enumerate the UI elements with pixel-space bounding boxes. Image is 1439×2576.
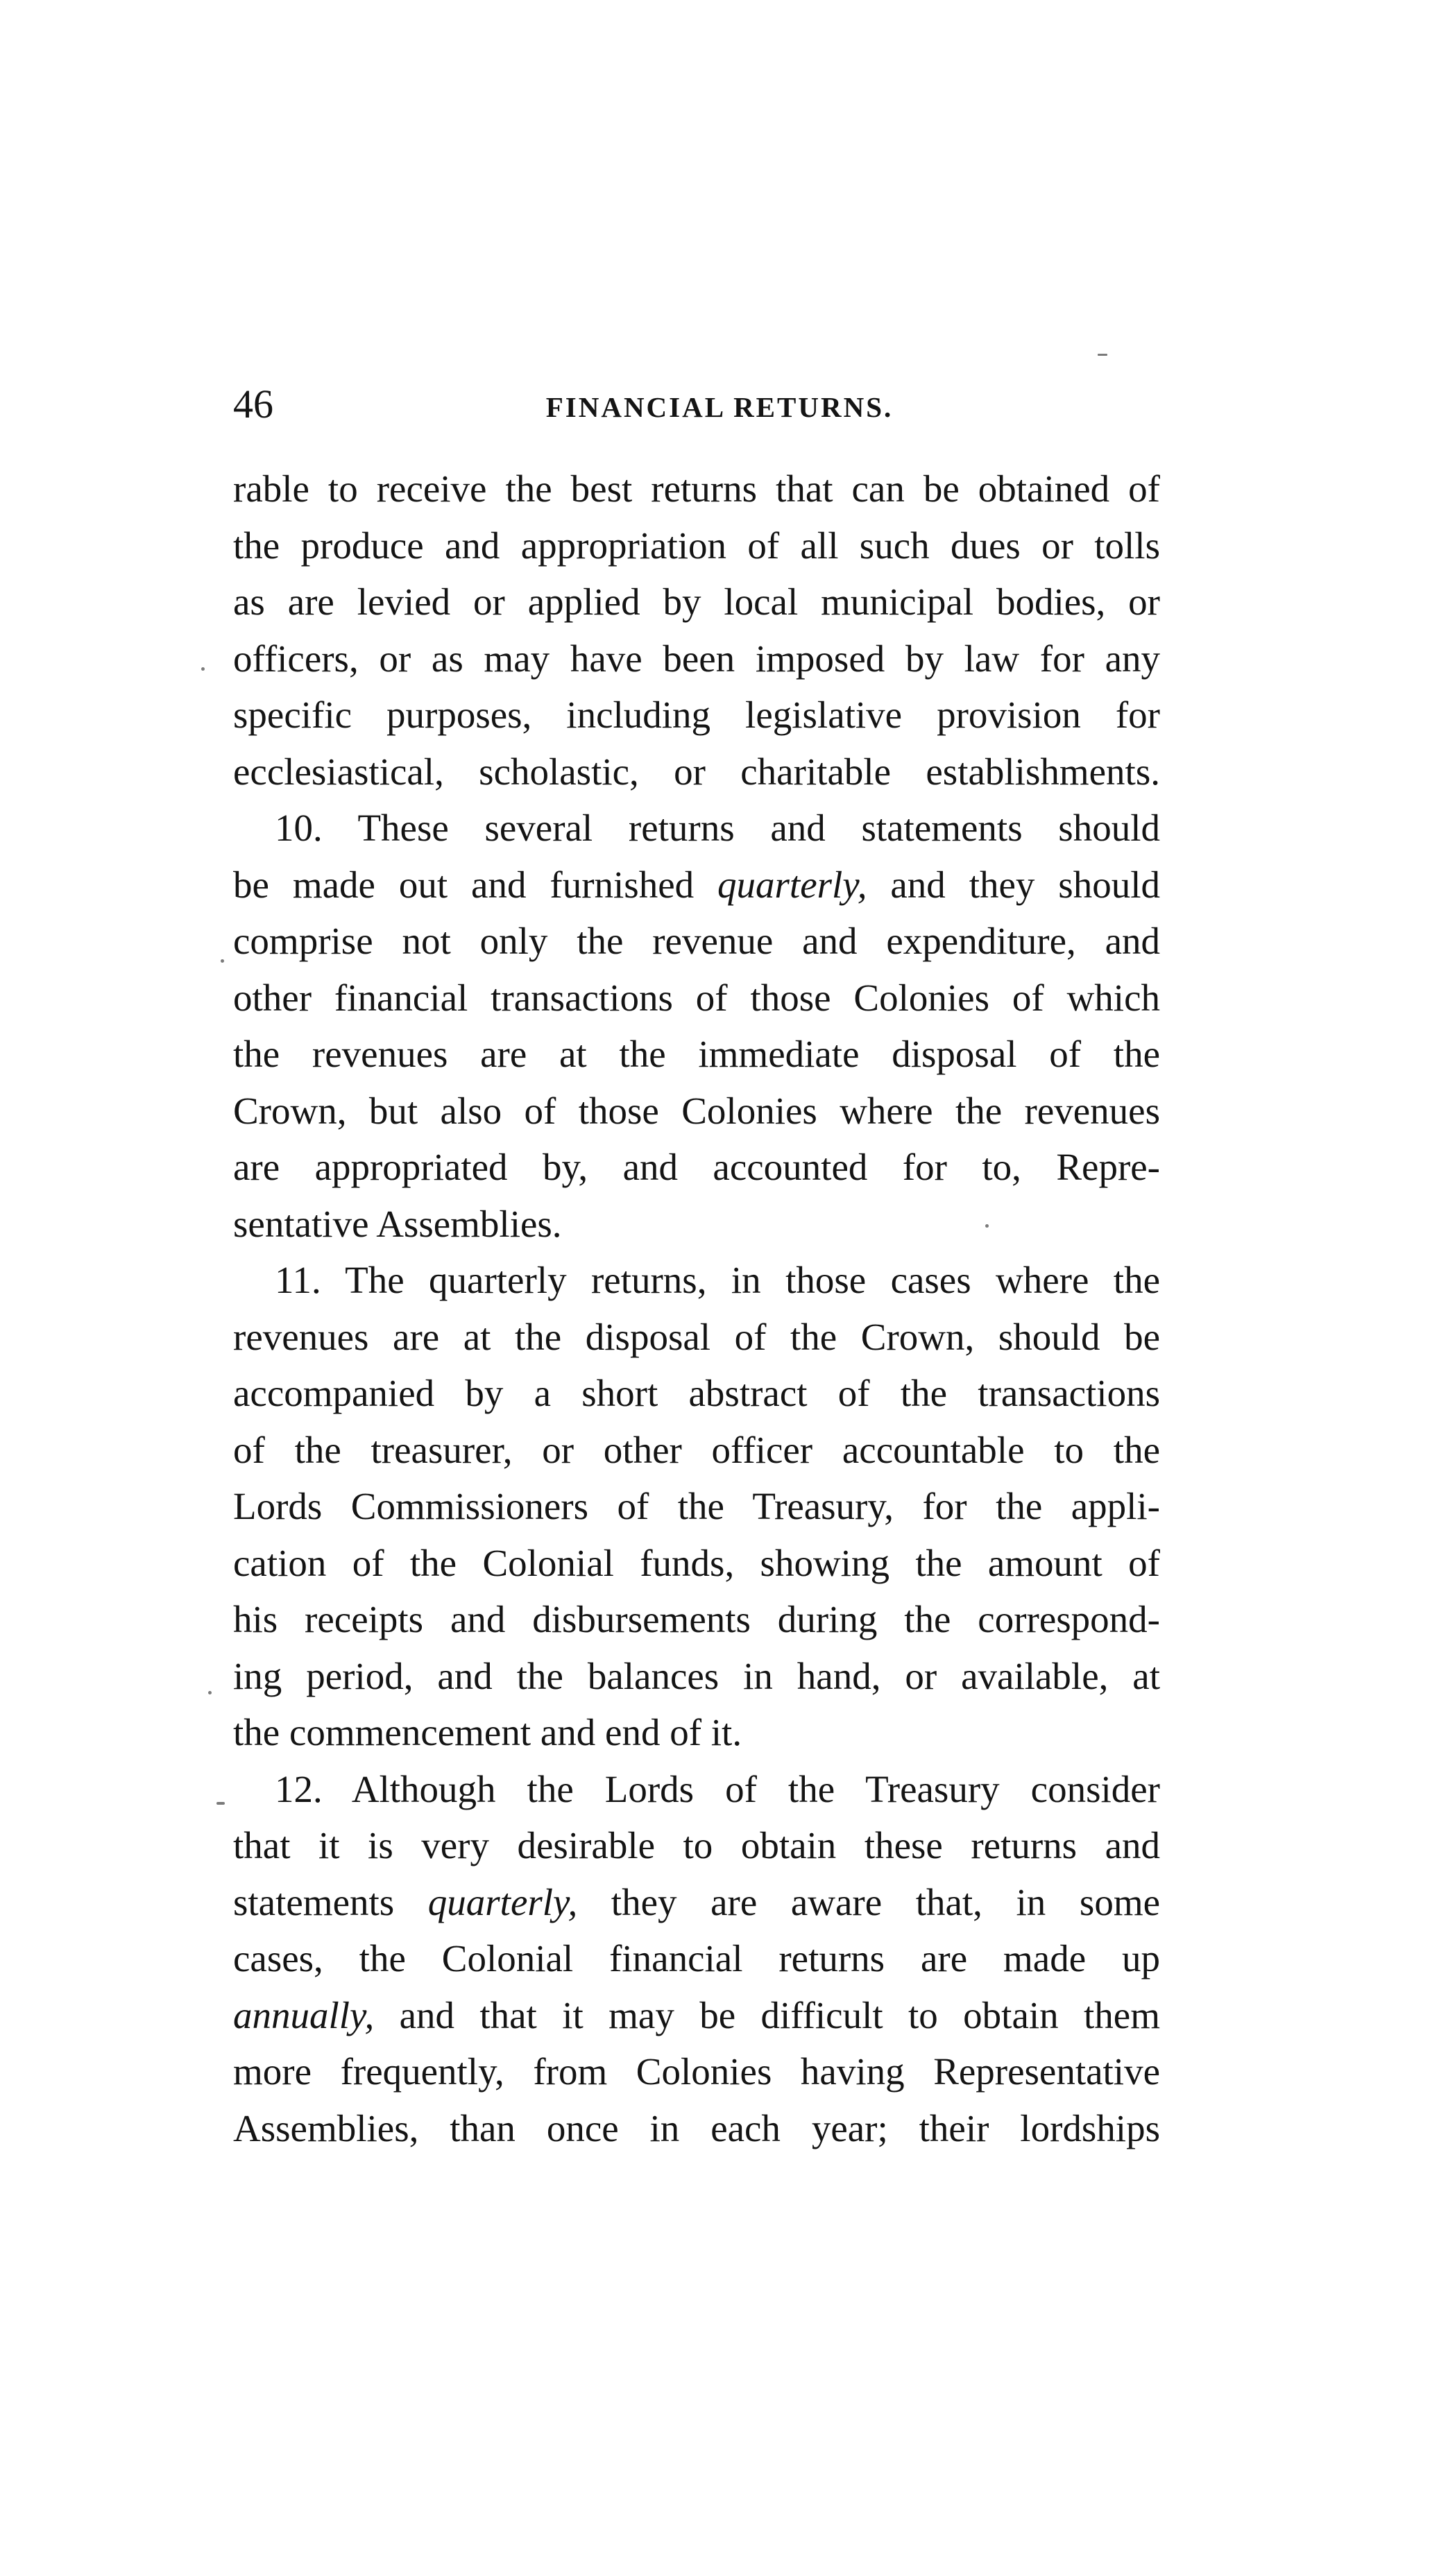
text-line: that it is very desirable to obtain these returns and — [233, 1824, 1160, 1866]
text-line: annually, and that it may be difficult to obtain them — [233, 1993, 1160, 2036]
text-line: statements quarterly, they are aware that, in some — [233, 1880, 1161, 1923]
text-line: sentative Assemblies. — [233, 1202, 562, 1245]
text-line: as are levied or applied by local municipal bodies, or — [233, 581, 1160, 623]
emphasis: quarterly, — [427, 1880, 578, 1923]
scan-speck — [985, 1224, 989, 1228]
emphasis: annually, — [233, 1993, 375, 2036]
text-line: be made out and furnished quarterly, and they should — [233, 863, 1160, 906]
text-line: specific purposes, including legislative provision for — [233, 694, 1160, 736]
scan-speck — [216, 1802, 225, 1805]
text-line: ing period, and the balances in hand, or available, at — [233, 1654, 1160, 1697]
text-line: other financial transactions of those Colonies of which — [233, 976, 1160, 1019]
text-line: ecclesiastical, scholastic, or charitable establishments. — [233, 750, 1160, 793]
paragraph-12-start: 12. Although the Lords of the Treasury consider — [275, 1767, 1160, 1810]
scan-speck — [201, 667, 205, 671]
paragraph-11-start: 11. The quarterly returns, in those cases where the — [275, 1259, 1160, 1301]
text-line: the commencement and end of it. — [233, 1711, 742, 1753]
emphasis: quarterly, — [717, 863, 867, 906]
text-line: of the treasurer, or other officer accountable to the — [233, 1428, 1160, 1471]
paragraph-10-start: 10. These several returns and statements should — [275, 807, 1160, 849]
scan-speck — [1098, 354, 1107, 356]
text-line: revenues are at the disposal of the Crown, should be — [233, 1315, 1160, 1358]
text-line: cases, the Colonial financial returns are made up — [233, 1937, 1160, 1980]
text-line: officers, or as may have been imposed by law for any — [233, 637, 1160, 680]
page-number: 46 — [233, 381, 273, 427]
text-line: comprise not only the revenue and expenditure, and — [233, 920, 1160, 962]
text-line: more frequently, from Colonies having Representative — [233, 2050, 1160, 2093]
text-line: Crown, but also of those Colonies where the revenues — [233, 1089, 1160, 1132]
body-text — [233, 461, 1160, 2156]
running-head: FINANCIAL RETURNS. — [545, 391, 894, 423]
text-line: cation of the Colonial funds, showing the amount of — [233, 1541, 1160, 1584]
text-line: Assemblies, than once in each year; their lordships — [233, 2106, 1160, 2149]
text-line: Lords Commissioners of the Treasury, for the appli- — [233, 1485, 1160, 1527]
scan-speck — [208, 1691, 212, 1694]
text-line: the revenues are at the immediate disposal of the — [233, 1033, 1160, 1075]
text-line: rable to receive the best returns that can be obtained of — [233, 467, 1160, 510]
text-line: are appropriated by, and accounted for to, Repre- — [233, 1146, 1160, 1188]
text-line: his receipts and disbursements during the correspond- — [233, 1598, 1160, 1640]
text-line: the produce and appropriation of all such dues or tolls — [233, 524, 1160, 567]
text-line: accompanied by a short abstract of the transactions — [233, 1372, 1160, 1414]
scan-speck — [221, 959, 224, 963]
